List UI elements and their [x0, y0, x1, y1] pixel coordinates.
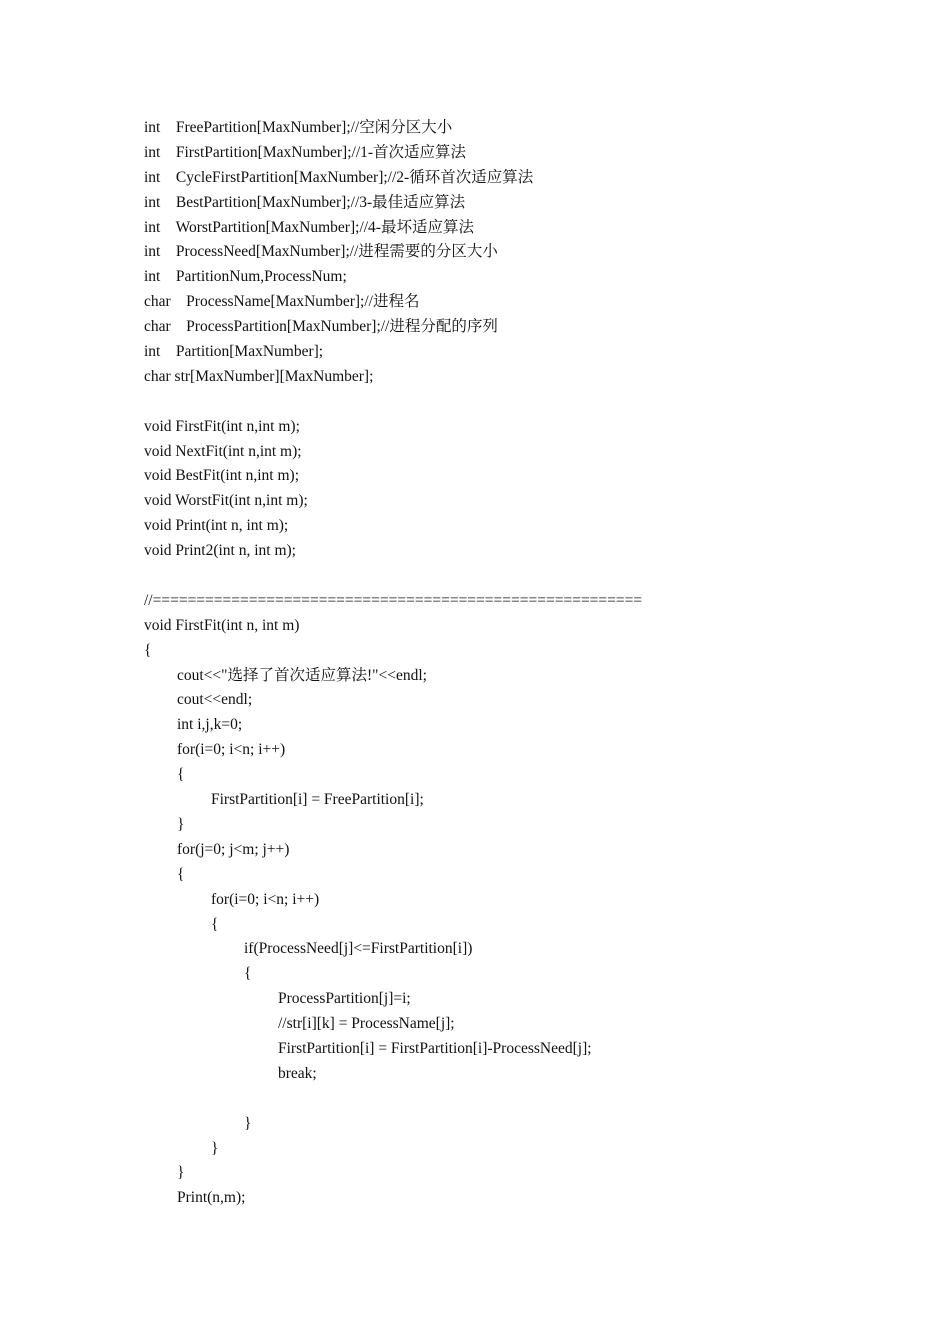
code-line: void WorstFit(int n,int m);: [144, 492, 308, 510]
code-line: int FreePartition[MaxNumber];//空闲分区大小: [144, 119, 453, 136]
code-line: void FirstFit(int n, int m): [144, 616, 300, 634]
blank-line: [144, 390, 904, 415]
code-line: int BestPartition[MaxNumber];//3-最佳适应算法: [144, 193, 466, 211]
code-line: char ProcessPartition[MaxNumber];//进程分配的序列: [144, 318, 498, 336]
code-line: void BestFit(int n,int m);: [144, 467, 300, 485]
code-line: void FirstFit(int n,int m);: [144, 417, 300, 435]
code-line: {: [177, 766, 185, 784]
code-line: cout<<"选择了首次适应算法!"<<endl;: [177, 666, 427, 684]
blank-line: [144, 564, 904, 589]
code-line: int FirstPartition[MaxNumber];//1-首次适应算法: [144, 143, 467, 161]
code-line: int Partition[MaxNumber];: [144, 343, 324, 361]
code-line: for(i=0; i<n; i++): [177, 741, 286, 759]
blank-line: [144, 1087, 904, 1112]
code-line: void Print(int n, int m);: [144, 517, 289, 535]
code-line: {: [244, 965, 252, 983]
code-line: }: [211, 1139, 219, 1157]
code-line: int ProcessNeed[MaxNumber];//进程需要的分区大小: [144, 243, 498, 261]
code-line: {: [177, 865, 185, 883]
code-line: FirstPartition[i] = FreePartition[i];: [211, 791, 424, 809]
code-line: break;: [278, 1064, 317, 1082]
code-line: //str[i][k] = ProcessName[j];: [278, 1015, 455, 1033]
code-line: int PartitionNum,ProcessNum;: [144, 268, 347, 286]
code-line: char str[MaxNumber][MaxNumber];: [144, 367, 374, 385]
code-line: FirstPartition[i] = FirstPartition[i]-ProcessNeed[j];: [278, 1039, 592, 1057]
code-line: void Print2(int n, int m);: [144, 542, 296, 560]
code-line: int CycleFirstPartition[MaxNumber];//2-循环首次适应算法: [144, 168, 534, 186]
code-line: int i,j,k=0;: [177, 716, 243, 734]
code-line: ProcessPartition[j]=i;: [278, 990, 411, 1008]
code-listing: [144, 116, 904, 1211]
code-line: for(i=0; i<n; i++): [211, 890, 320, 908]
code-line: }: [177, 1164, 185, 1182]
code-line: if(ProcessNeed[j]<=FirstPartition[i]): [244, 940, 473, 958]
code-line: void NextFit(int n,int m);: [144, 442, 302, 460]
code-line: //========================================================: [144, 591, 643, 609]
code-line: for(j=0; j<m; j++): [177, 840, 290, 858]
code-line: cout<<endl;: [177, 691, 253, 709]
code-line: Print(n,m);: [177, 1189, 246, 1207]
code-line: {: [211, 915, 219, 933]
code-line: int WorstPartition[MaxNumber];//4-最坏适应算法: [144, 218, 474, 236]
code-line: }: [177, 815, 185, 833]
code-line: }: [244, 1114, 252, 1132]
code-line: {: [144, 641, 152, 659]
code-line: char ProcessName[MaxNumber];//进程名: [144, 293, 420, 311]
